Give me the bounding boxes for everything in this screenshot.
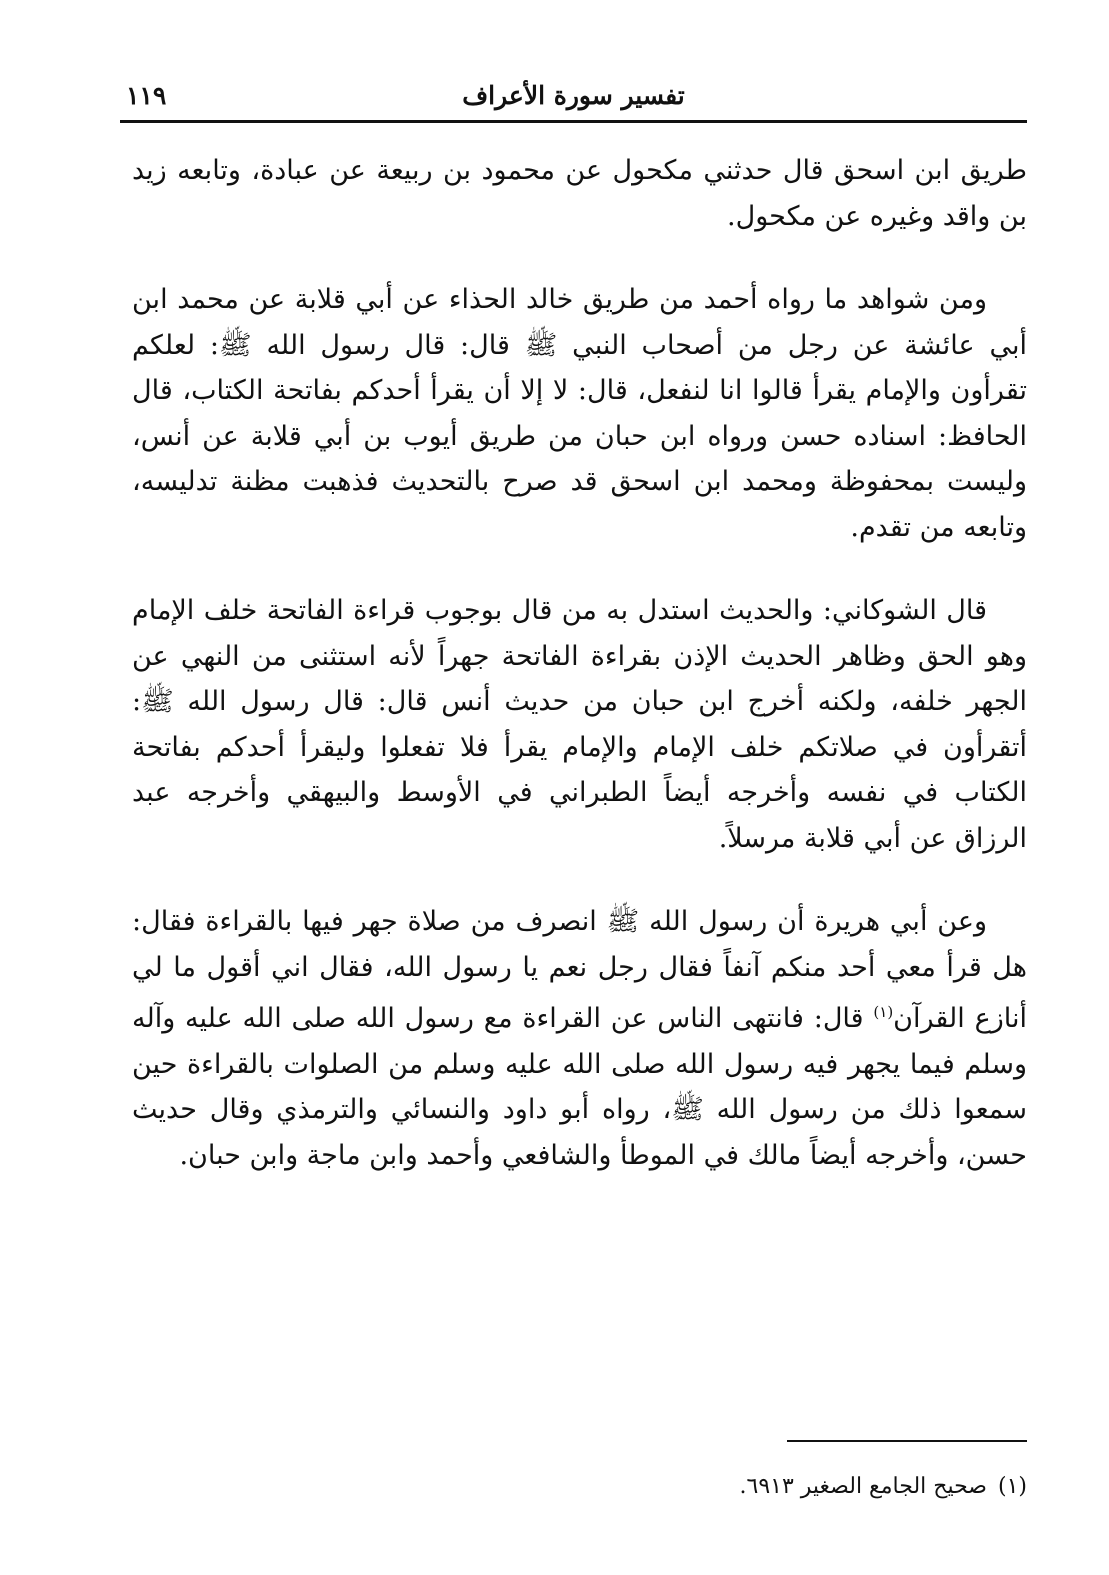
- footnote-marker: (١): [997, 1474, 1027, 1499]
- paragraph-1: [132, 148, 1027, 239]
- running-title: تفسير سورة الأعراف: [462, 81, 685, 110]
- paragraph-3: [132, 588, 1027, 861]
- header-rule: [120, 120, 1027, 123]
- footnote: [740, 1470, 1027, 1504]
- page-number: ١١٩: [126, 81, 167, 110]
- footnote-text: صحيح الجامع الصغير ٦٩١٣.: [739, 1474, 987, 1499]
- footnote-rule: [787, 1440, 1027, 1442]
- paragraph-4-text-before: وعن أبي هريرة أن رسول الله ﷺ انصرف من صلاة جهر فيها بالقراءة فقال: هل قرأ معي أحد منكم آنفاً فقال رجل نعم يا رسول الله، فقال اني أقول ما لي أنازع القرآن: [132, 906, 1027, 1034]
- body-text: [132, 148, 1027, 1216]
- footnote-reference: (١): [873, 1003, 894, 1021]
- paragraph-4-text-after: قال: فانتهى الناس عن القراءة مع رسول الله صلى الله عليه وآله وسلم فيما يجهر فيه رسول الله صلى الله عليه وسلم من الصلوات بالقراءة حين سمعوا ذلك من رسول الله ﷺ، رواه أبو داود والنسائي والترمذي وقال حديث حسن، وأخرجه أيضاً مالك في الموطأ والشافعي وأحمد وابن ماجة وابن حبان.: [132, 1003, 1027, 1171]
- paragraph-3-text: قال الشوكاني: والحديث استدل به من قال بوجوب قراءة الفاتحة خلف الإمام وهو الحق وظاهر الحديث الإذن بقراءة الفاتحة جهراً لأنه استثنى من النهي عن الجهر خلفه، ولكنه أخرج ابن حبان من حديث أنس قال: قال رسول الله ﷺ: أتقرأون في صلاتكم خلف الإمام والإمام يقرأ فلا تفعلوا وليقرأ أحدكم بفاتحة الكتاب في نفسه وأخرجه أيضاً الطبراني في الأوسط والبيهقي وأخرجه عبد الرزاق عن أبي قلابة مرسلاً.: [132, 595, 1027, 854]
- paragraph-2-text: ومن شواهد ما رواه أحمد من طريق خالد الحذاء عن أبي قلابة عن محمد ابن أبي عائشة عن رجل من أصحاب النبي ﷺ قال: قال رسول الله ﷺ: لعلكم تقرأون والإمام يقرأ قالوا انا لنفعل، قال: لا إلا أن يقرأ أحدكم بفاتحة الكتاب، قال الحافظ: اسناده حسن ورواه ابن حبان من طريق أيوب بن أبي قلابة عن أنس، وليست بمحفوظة ومحمد ابن اسحق قد صرح بالتحديث فذهبت مظنة تدليسه، وتابعه من تقدم.: [132, 284, 1027, 543]
- paragraph-1-text: طريق ابن اسحق قال حدثني مكحول عن محمود بن ربيعة عن عبادة، وتابعه زيد بن واقد وغيره عن مكحول.: [132, 155, 1027, 232]
- page-header: [120, 78, 1027, 126]
- paragraph-4: [132, 899, 1027, 1178]
- paragraph-2: [132, 277, 1027, 550]
